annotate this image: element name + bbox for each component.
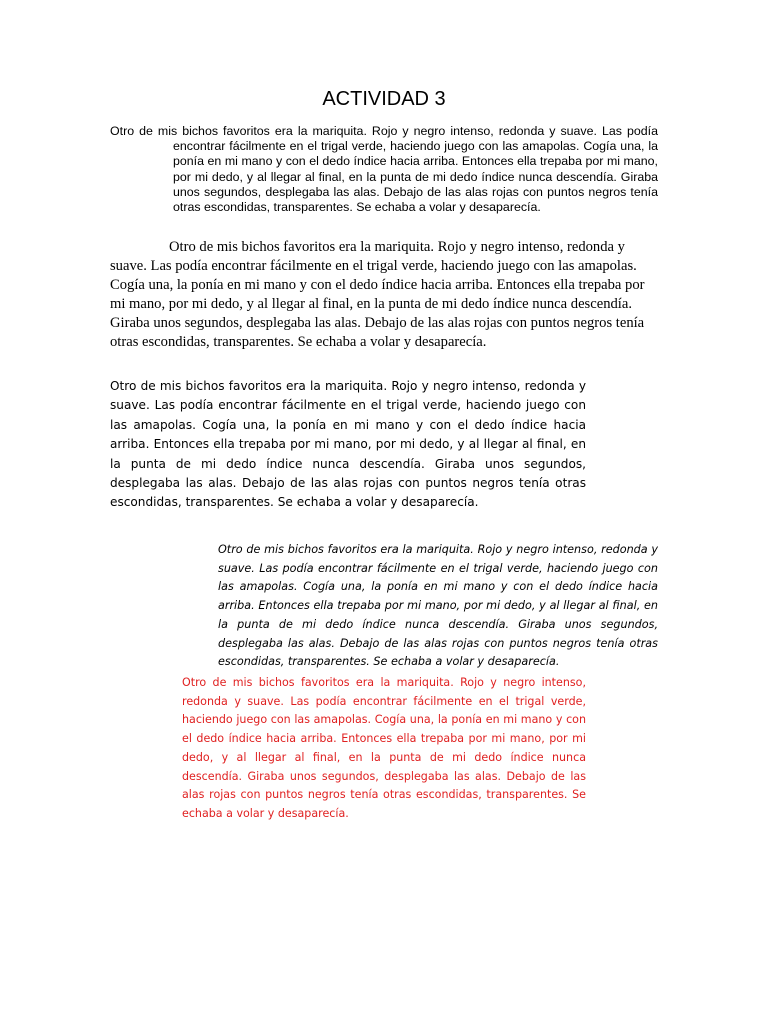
paragraph-arial-hanging: Otro de mis bichos favoritos era la mariquita. Rojo y negro intenso, redonda y suave. Las podía encontrar fácilmente en el trigal verde, haciendo juego con las amapolas. Cogía una, la ponía en mi mano y con el dedo índice hacia arriba. Entonces ella trepaba por mi mano, por mi dedo, y al llegar al final, en la punta de mi dedo índice nunca descendía. Giraba unos segundos, desplegaba las alas. Debajo de las alas rojas con puntos negros tenía otras escondidas, transparentes. Se echaba a volar y desaparecía.: [110, 124, 658, 215]
page-title: ACTIVIDAD 3: [322, 88, 446, 110]
paragraph-serif-indented: Otro de mis bichos favoritos era la mariquita. Rojo y negro intenso, redonda y suave. Las podía encontrar fácilmente en el trigal verde, haciendo juego con las amapolas. Cogía una, la ponía en mi mano y con el dedo índice hacia arriba. Entonces ella trepaba por mi mano, por mi dedo, y al llegar al final, en la punta de mi dedo índice nunca descendía. Giraba unos segundos, desplegaba las alas. Debajo de las alas rojas con puntos negros tenía otras escondidas, transparentes. Se echaba a volar y desaparecía.: [110, 239, 645, 350]
paragraph-sans-justified: Otro de mis bichos favoritos era la mariquita. Rojo y negro intenso, redonda y suave. Las podía encontrar fácilmente en el trigal verde, haciendo juego con las amapolas. Cogía una, la ponía en mi mano y con el dedo índice hacia arriba. Entonces ella trepaba por mi mano, por mi dedo, y al llegar al final, en la punta de mi dedo índice nunca descendía. Giraba unos segundos, desplegaba las alas. Debajo de las alas rojas con puntos negros tenía otras escondidas, transparentes. Se echaba a volar y desaparecía.: [110, 379, 586, 510]
paragraph-italic-indented-block: Otro de mis bichos favoritos era la mariquita. Rojo y negro intenso, redonda y suave. Las podía encontrar fácilmente en el trigal verde, haciendo juego con las amapolas. Cogía una, la ponía en mi mano y con el dedo índice hacia arriba. Entonces ella trepaba por mi mano, por mi dedo, y al llegar al final, en la punta de mi dedo índice nunca descendía. Giraba unos segundos, desplegaba las alas. Debajo de las alas rojas con puntos negros tenía otras escondidas, transparentes. Se echaba a volar y desaparecía.: [218, 543, 658, 669]
paragraph-red-text: Otro de mis bichos favoritos era la mariquita. Rojo y negro intenso, redonda y suave. Las podía encontrar fácilmente en el trigal verde, haciendo juego con las amapolas. Cogía una, la ponía en mi mano y con el dedo índice hacia arriba. Entonces ella trepaba por mi mano, por mi dedo, y al llegar al final, en la punta de mi dedo índice nunca descendía. Giraba unos segundos, desplegaba las alas. Debajo de las alas rojas con puntos negros tenía otras escondidas, transparentes. Se echaba a volar y desaparecía.: [182, 676, 586, 820]
